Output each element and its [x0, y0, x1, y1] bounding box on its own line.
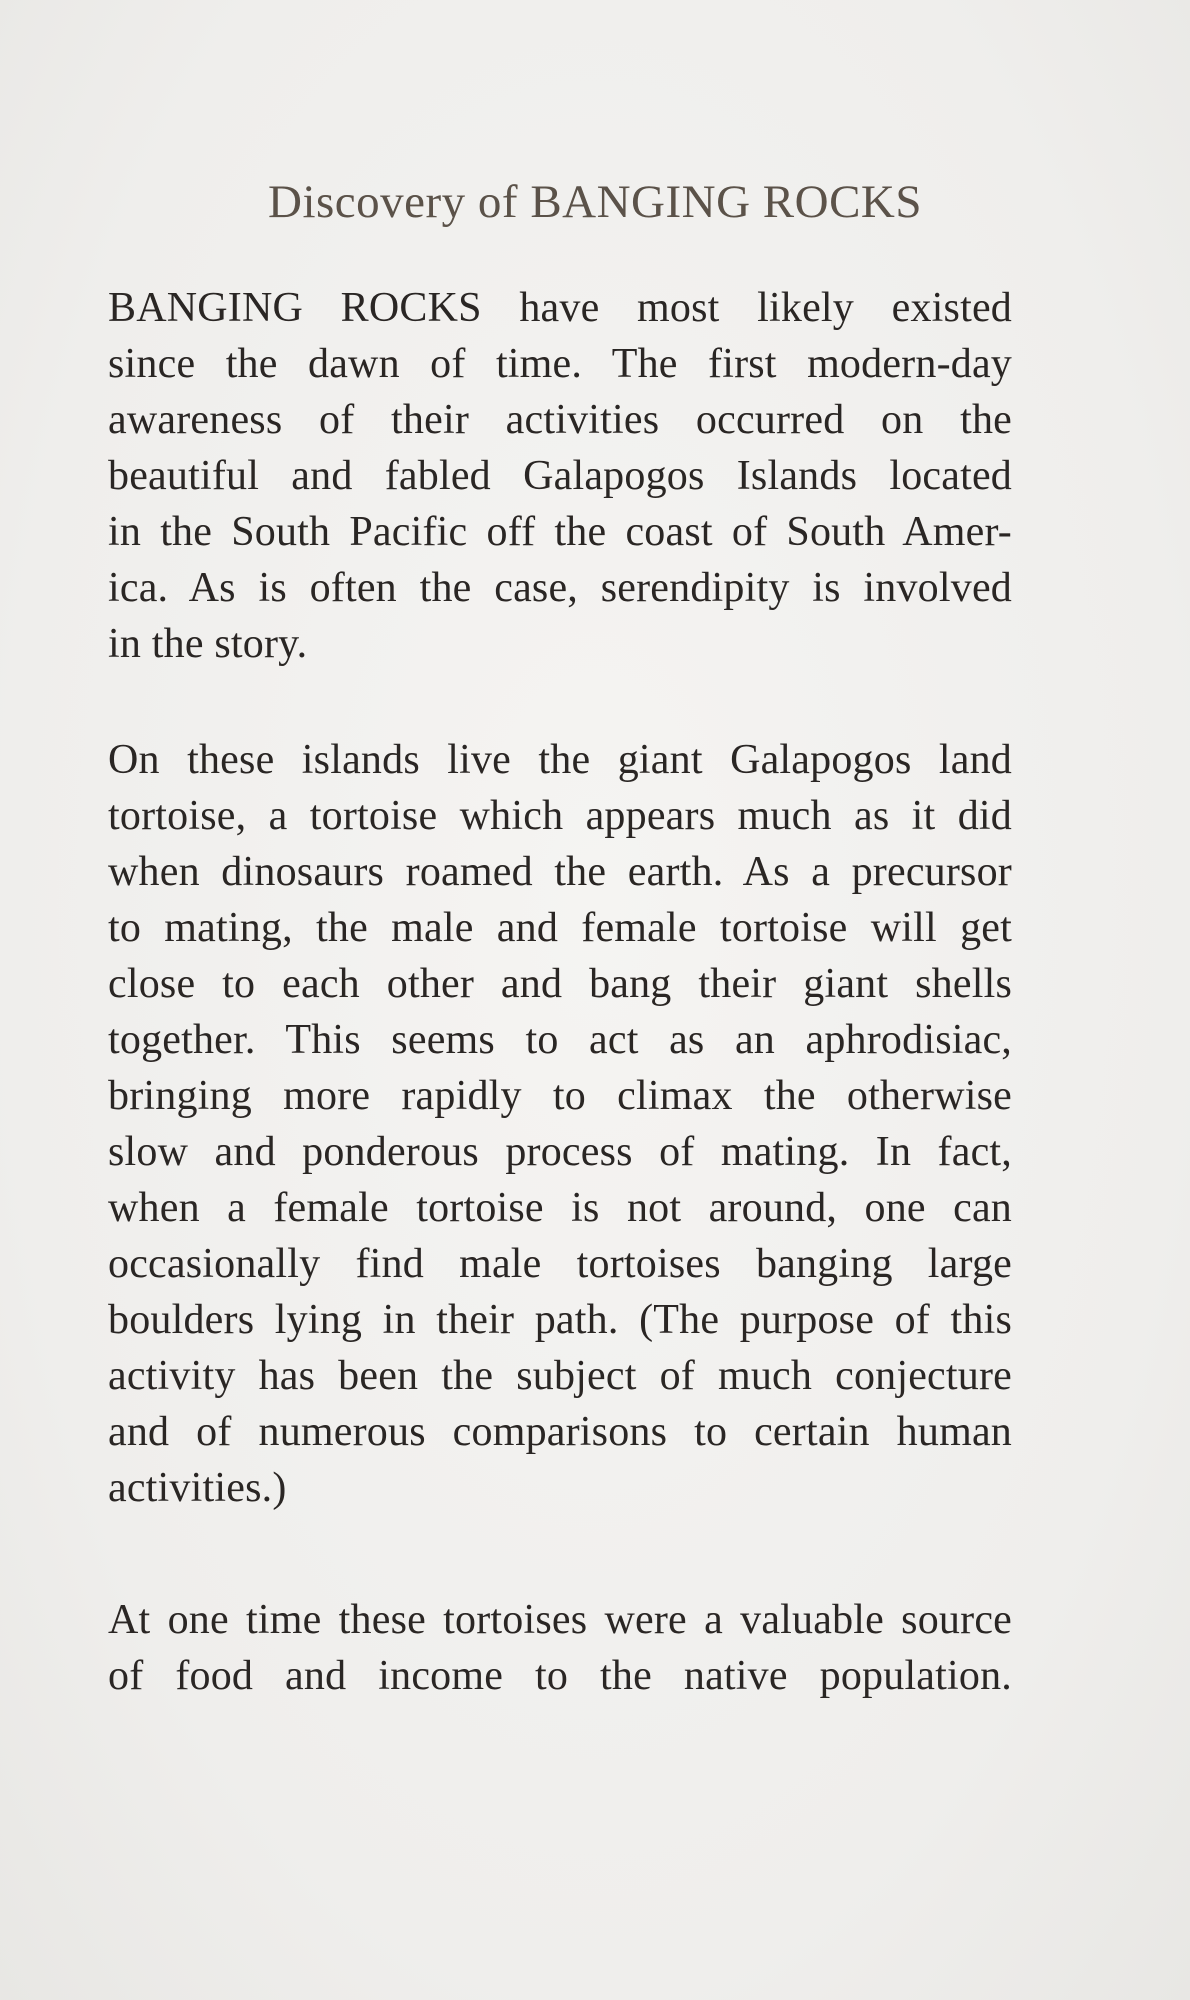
text-line: beautiful and fabled Galapogos Islands located [108, 453, 1012, 499]
text-line: in the South Pacific off the coast of South Amer- [108, 509, 1012, 555]
text-line: when a female tortoise is not around, one can [108, 1185, 1012, 1231]
text-line: ica. As is often the case, serendipity is involved [108, 565, 1012, 611]
page-title: Discovery of BANGING ROCKS [268, 176, 922, 228]
text-line: activity has been the subject of much conjecture [108, 1353, 1012, 1399]
text-line: occasionally find male tortoises banging large [108, 1241, 1012, 1287]
text-line: slow and ponderous process of mating. In fact, [108, 1129, 1012, 1175]
text-line: boulders lying in their path. (The purpose of this [108, 1297, 1012, 1343]
text-line: close to each other and bang their giant shells [108, 961, 1012, 1007]
text-line: since the dawn of time. The first modern-day [108, 341, 1012, 387]
text-line: BANGING ROCKS have most likely existed [108, 285, 1012, 331]
paragraph-1 [108, 280, 1012, 672]
text-line: to mating, the male and female tortoise will get [108, 905, 1012, 951]
text-line: in the story. [108, 621, 308, 667]
paragraph-2 [108, 732, 1012, 1516]
text-line: awareness of their activities occurred on the [108, 397, 1012, 443]
text-line: when dinosaurs roamed the earth. As a precursor [108, 849, 1012, 895]
text-line: and of numerous comparisons to certain human [108, 1409, 1012, 1455]
text-line: of food and income to the native population. [108, 1653, 1012, 1699]
text-line: together. This seems to act as an aphrodisiac, [108, 1017, 1012, 1063]
text-line: bringing more rapidly to climax the otherwise [108, 1073, 1012, 1119]
paragraph-3 [108, 1592, 1012, 1704]
text-line: activities.) [108, 1465, 287, 1511]
text-line: On these islands live the giant Galapogos land [108, 737, 1012, 783]
text-line: tortoise, a tortoise which appears much as it did [108, 793, 1012, 839]
text-line: At one time these tortoises were a valuable source [108, 1597, 1012, 1643]
